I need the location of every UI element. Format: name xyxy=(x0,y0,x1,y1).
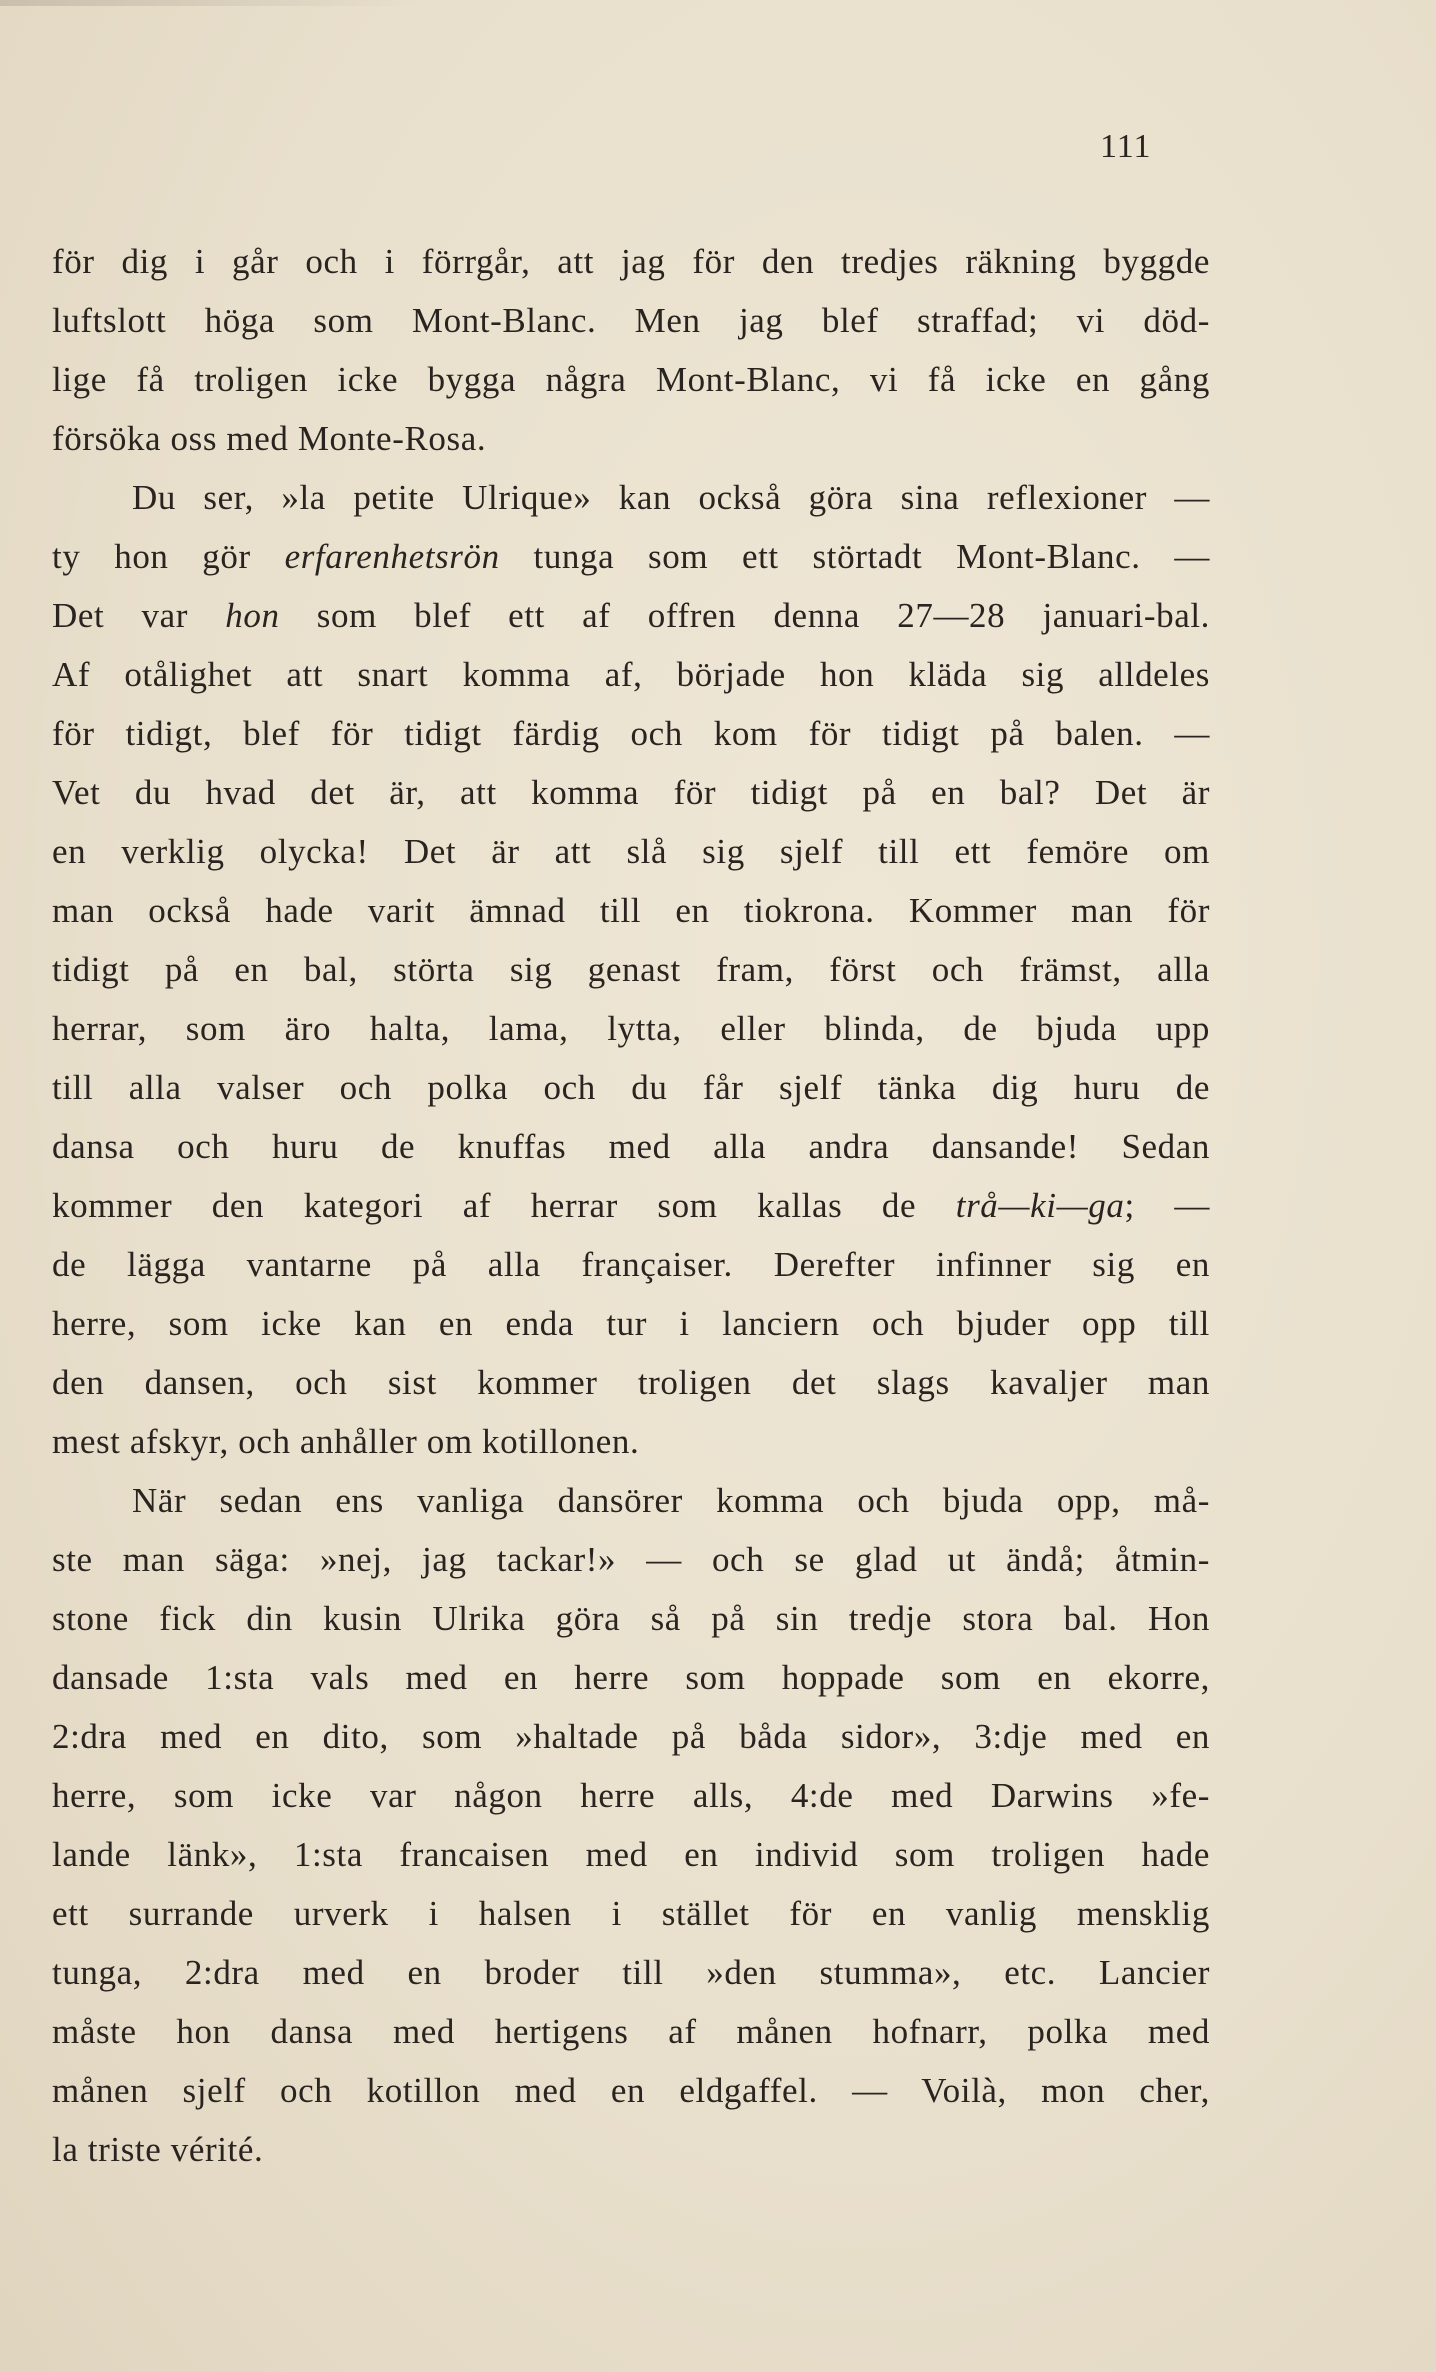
text-line xyxy=(52,1176,1210,1235)
text-line xyxy=(52,586,1210,645)
text-line xyxy=(52,1412,1210,1471)
scan-edge-shadow xyxy=(0,0,420,6)
text-segment: stone fick din kusin Ulrika göra så på sin tredje stora bal. Hon xyxy=(52,1599,1210,1638)
text-segment: som blef ett af offren denna 27—28 januari-bal. xyxy=(279,596,1210,635)
text-line xyxy=(52,232,1210,291)
text-segment: luftslott höga som Mont-Blanc. Men jag blef straffad; vi död- xyxy=(52,301,1210,340)
text-line xyxy=(52,1353,1210,1412)
text-segment: ste man säga: »nej, jag tackar!» — och se glad ut ändå; åtmin- xyxy=(52,1540,1210,1579)
text-line xyxy=(52,940,1210,999)
text-segment: lige få troligen icke bygga några Mont-Blanc, vi få icke en gång xyxy=(52,360,1210,399)
body-text xyxy=(52,232,1210,2179)
text-segment: de lägga vantarne på alla françaiser. Derefter infinner sig en xyxy=(52,1245,1210,1284)
text-segment: lande länk», 1:sta francaisen med en individ som troligen hade xyxy=(52,1835,1210,1874)
text-line xyxy=(52,2002,1210,2061)
text-segment: ; — xyxy=(1124,1186,1210,1225)
text-line xyxy=(52,1235,1210,1294)
text-segment: la triste vérité. xyxy=(52,2130,264,2169)
italic-text-segment: hon xyxy=(225,596,280,635)
text-line xyxy=(52,1707,1210,1766)
text-line xyxy=(52,1471,1210,1530)
text-line xyxy=(52,1766,1210,1825)
italic-text-segment: erfarenhetsrön xyxy=(284,537,500,576)
text-line xyxy=(52,1058,1210,1117)
text-segment: månen sjelf och kotillon med en eldgaffel. — Voilà, mon cher, xyxy=(52,2071,1210,2110)
text-line xyxy=(52,763,1210,822)
text-segment: ett surrande urverk i halsen i stället för en vanlig mensklig xyxy=(52,1894,1210,1933)
text-line xyxy=(52,881,1210,940)
text-segment: kommer den kategori af herrar som kallas de xyxy=(52,1186,956,1225)
text-segment: När sedan ens vanliga dansörer komma och bjuda opp, må- xyxy=(132,1481,1210,1520)
text-segment: den dansen, och sist kommer troligen det slags kavaljer man xyxy=(52,1363,1210,1402)
text-segment: Det var xyxy=(52,596,226,635)
italic-text-segment: trå—ki—ga xyxy=(955,1186,1125,1225)
text-line xyxy=(52,1530,1210,1589)
page-number: 111 xyxy=(1100,128,1152,165)
text-segment: tidigt på en bal, störta sig genast fram, först och främst, alla xyxy=(52,950,1210,989)
text-segment: dansa och huru de knuffas med alla andra dansande! Sedan xyxy=(52,1127,1210,1166)
text-line xyxy=(52,822,1210,881)
text-segment: för tidigt, blef för tidigt färdig och kom för tidigt på balen. — xyxy=(52,714,1210,753)
text-line xyxy=(52,2061,1210,2120)
text-line xyxy=(52,350,1210,409)
text-line xyxy=(52,645,1210,704)
text-line xyxy=(52,1648,1210,1707)
text-segment: en verklig olycka! Det är att slå sig sjelf till ett femöre om xyxy=(52,832,1210,871)
text-line xyxy=(52,2120,1210,2179)
text-line xyxy=(52,1825,1210,1884)
text-line xyxy=(52,291,1210,350)
text-line xyxy=(52,1943,1210,2002)
text-segment: herre, som icke var någon herre alls, 4:de med Darwins »fe- xyxy=(52,1776,1210,1815)
text-segment: tunga som ett störtadt Mont-Blanc. — xyxy=(499,537,1210,576)
text-segment: 2:dra med en dito, som »haltade på båda sidor», 3:dje med en xyxy=(52,1717,1210,1756)
text-segment: tunga, 2:dra med en broder till »den stumma», etc. Lancier xyxy=(52,1953,1210,1992)
text-segment: ty hon gör xyxy=(52,537,285,576)
text-segment: måste hon dansa med hertigens af månen hofnarr, polka med xyxy=(52,2012,1210,2051)
text-line xyxy=(52,999,1210,1058)
text-segment: försöka oss med Monte-Rosa. xyxy=(52,419,487,458)
text-segment: Vet du hvad det är, att komma för tidigt på en bal? Det är xyxy=(52,773,1210,812)
text-segment: dansade 1:sta vals med en herre som hoppade som en ekorre, xyxy=(52,1658,1210,1697)
text-segment: herre, som icke kan en enda tur i lanciern och bjuder opp till xyxy=(52,1304,1210,1343)
text-line xyxy=(52,1294,1210,1353)
text-line xyxy=(52,409,1210,468)
text-segment: herrar, som äro halta, lama, lytta, eller blinda, de bjuda upp xyxy=(52,1009,1210,1048)
text-segment: mest afskyr, och anhåller om kotillonen. xyxy=(52,1422,640,1461)
text-line xyxy=(52,527,1210,586)
text-line xyxy=(52,468,1210,527)
text-segment: Af otålighet att snart komma af, började hon kläda sig alldeles xyxy=(52,655,1210,694)
text-line xyxy=(52,704,1210,763)
text-segment: Du ser, »la petite Ulrique» kan också göra sina reflexioner — xyxy=(132,478,1210,517)
text-line xyxy=(52,1884,1210,1943)
text-segment: för dig i går och i förrgår, att jag för den tredjes räkning byggde xyxy=(52,242,1210,281)
text-line xyxy=(52,1117,1210,1176)
text-segment: man också hade varit ämnad till en tiokrona. Kommer man för xyxy=(52,891,1210,930)
text-segment: till alla valser och polka och du får sjelf tänka dig huru de xyxy=(52,1068,1210,1107)
text-line xyxy=(52,1589,1210,1648)
